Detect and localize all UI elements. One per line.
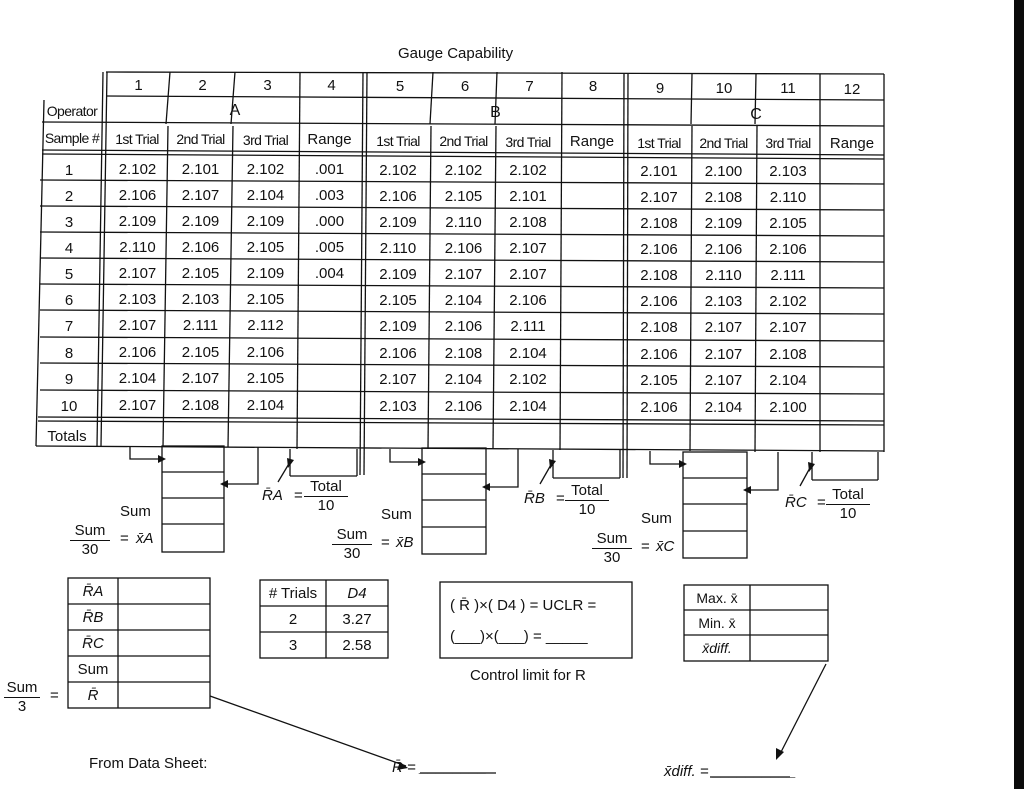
- cell-b-range: [560, 314, 624, 339]
- header-b-trial-1: 1st Trial: [376, 132, 420, 149]
- cell-b-range: [560, 210, 624, 235]
- header-c-trial-3: 3rd Trial: [765, 134, 811, 151]
- column-number-7: 7: [525, 77, 534, 95]
- xbar-c-numerator: Sum: [592, 530, 632, 549]
- cell-a-range: [298, 393, 361, 418]
- cell-b-range: [560, 341, 624, 366]
- cell-a-trial-1: 2.102: [118, 161, 157, 178]
- cell-b-trial-1: 2.109: [379, 266, 417, 283]
- cell-c-trial-2: 2.110: [705, 267, 742, 284]
- summary-rbar-a: R̄A: [82, 582, 104, 600]
- cell-b-trial-3: 2.102: [509, 162, 547, 179]
- sum-b-label: Sum: [381, 506, 412, 523]
- cell-b-trial-2: 2.102: [444, 162, 483, 179]
- operator-c: C: [750, 106, 762, 123]
- column-number-8: 8: [588, 77, 598, 95]
- cell-c-trial-1: 2.108: [640, 319, 678, 336]
- rbar-c-equals: =: [817, 494, 826, 511]
- header-a-range: Range: [307, 131, 352, 148]
- cell-c-trial-3: 2.107: [769, 319, 807, 336]
- sample-number: 4: [64, 240, 74, 257]
- rbar-c-denominator: 10: [839, 505, 857, 522]
- sample-number: 2: [64, 188, 74, 205]
- cell-b-trial-3: 2.104: [509, 398, 547, 415]
- cell-c-range: [820, 237, 884, 262]
- summary-sum: Sum: [77, 660, 109, 678]
- rbar-a-numerator: Total: [304, 478, 348, 497]
- page-title: Gauge Capability: [398, 45, 514, 62]
- cell-c-range: [820, 315, 884, 340]
- xbar-b-equals: =: [381, 534, 390, 551]
- cell-a-trial-3: 2.105: [246, 239, 285, 256]
- xdiff-min-label: Min. x̄: [698, 614, 736, 631]
- cell-c-trial-2: 2.106: [704, 241, 743, 258]
- cell-a-trial-2: 2.108: [181, 397, 220, 414]
- cell-a-trial-3: 2.109: [246, 265, 285, 282]
- cell-b-trial-1: 2.102: [379, 162, 417, 179]
- sample-number: 3: [64, 214, 74, 231]
- cell-c-trial-3: 2.105: [769, 215, 807, 232]
- cell-c-trial-3: 2.104: [769, 372, 807, 389]
- cell-c-trial-2: 2.100: [704, 163, 743, 180]
- rbar-a-fraction: [304, 478, 348, 515]
- cell-c-trial-1: 2.108: [640, 267, 678, 284]
- summary-rbar-b: R̄B: [82, 608, 104, 626]
- cell-c-range: [820, 263, 884, 288]
- cell-b-trial-1: 2.106: [379, 188, 417, 205]
- cell-a-trial-3: 2.106: [246, 344, 285, 361]
- cell-a-range: [298, 287, 361, 312]
- xbar-a-equals: =: [120, 530, 129, 547]
- cell-c-trial-3: 2.111: [770, 267, 806, 284]
- cell-a-trial-1: 2.106: [118, 187, 157, 204]
- cell-a-trial-2: 2.109: [181, 213, 220, 230]
- cell-a-trial-3: 2.105: [246, 291, 285, 308]
- cell-a-trial-1: 2.107: [118, 265, 157, 282]
- cell-a-range: [298, 340, 361, 365]
- cell-a-trial-2: 2.105: [181, 344, 220, 361]
- cell-c-trial-3: 2.103: [769, 163, 807, 180]
- cell-a-trial-1: 2.107: [118, 317, 157, 334]
- xbar-c-denominator: 30: [603, 549, 621, 566]
- cell-a-trial-3: 2.105: [246, 370, 285, 387]
- cell-b-trial-2: 2.104: [444, 371, 483, 388]
- cell-c-trial-2: 2.108: [704, 189, 743, 206]
- cell-b-trial-2: 2.105: [444, 188, 483, 205]
- cell-b-range: [560, 262, 624, 287]
- sum-c-label: Sum: [641, 510, 672, 527]
- column-number-3: 3: [263, 76, 272, 94]
- cell-a-trial-2: 2.101: [181, 161, 220, 178]
- totals-label: Totals: [47, 427, 87, 445]
- cell-a-trial-1: 2.104: [118, 370, 157, 387]
- cell-a-trial-2: 2.107: [181, 370, 220, 387]
- cell-b-trial-3: 2.106: [509, 292, 547, 309]
- operator-a: A: [229, 102, 241, 119]
- xbar-a-label: x̄A: [136, 530, 154, 547]
- summary-rbar: R̄: [87, 686, 99, 704]
- cell-a-trial-3: 2.112: [247, 317, 284, 334]
- cell-c-range: [820, 185, 884, 210]
- cell-b-trial-1: 2.109: [379, 214, 417, 231]
- cell-c-trial-3: 2.102: [769, 293, 807, 310]
- column-number-12: 12: [843, 80, 861, 98]
- header-b-range: Range: [569, 133, 615, 150]
- cell-a-trial-1: 2.110: [119, 239, 156, 256]
- cell-c-range: [820, 289, 884, 314]
- rbar-b-equals: =: [556, 490, 565, 507]
- cell-b-trial-3: 2.107: [509, 240, 547, 257]
- column-number-4: 4: [327, 76, 336, 94]
- cell-a-trial-1: 2.109: [118, 213, 157, 230]
- cell-b-trial-3: 2.104: [509, 345, 547, 362]
- cell-c-trial-1: 2.106: [640, 241, 678, 258]
- cell-b-trial-1: 2.109: [379, 318, 417, 335]
- cell-b-range: [560, 288, 624, 313]
- d4-header-d4: D4: [347, 584, 367, 602]
- rbar-result: R̄ = ________: [392, 759, 487, 776]
- cell-c-trial-2: 2.104: [704, 399, 743, 416]
- cell-c-trial-3: 2.108: [769, 346, 807, 363]
- header-a-trial-1: 1st Trial: [115, 130, 159, 147]
- header-b-trial-3: 3rd Trial: [505, 133, 551, 150]
- cell-a-trial-2: 2.107: [181, 187, 220, 204]
- rbar-b-fraction: [565, 482, 609, 519]
- xbar-b-denominator: 30: [343, 545, 361, 562]
- d4-row-1-trials: 2: [288, 610, 298, 628]
- rbar-c-label: R̄C: [785, 494, 807, 511]
- cell-b-range: [560, 184, 624, 209]
- cell-c-trial-1: 2.106: [640, 293, 678, 310]
- column-number-2: 2: [198, 76, 207, 94]
- cell-c-trial-1: 2.106: [640, 346, 678, 363]
- cell-b-trial-2: 2.104: [444, 292, 483, 309]
- cell-c-trial-2: 2.109: [704, 215, 743, 232]
- cell-a-trial-3: 2.102: [246, 161, 285, 178]
- xbar-b-fraction: [332, 526, 372, 563]
- cell-a-trial-1: 2.106: [118, 344, 157, 361]
- cell-c-trial-3: 2.110: [769, 189, 807, 206]
- cell-a-trial-3: 2.109: [246, 213, 285, 230]
- sample-number: 6: [64, 292, 74, 309]
- cell-a-trial-3: 2.104: [246, 187, 285, 204]
- cell-a-range: .003: [314, 187, 345, 204]
- ucl-blanks: (___)×(___) = _____: [450, 628, 588, 645]
- xbar-a-numerator: Sum: [70, 522, 110, 541]
- cell-c-trial-1: 2.106: [640, 399, 678, 416]
- rbar-c-fraction: [826, 486, 870, 523]
- cell-b-trial-1: 2.106: [379, 345, 417, 362]
- cell-b-trial-1: 2.107: [379, 371, 417, 388]
- cell-a-trial-2: 2.103: [181, 291, 220, 308]
- cell-a-range: .000: [314, 213, 345, 230]
- sum-over-three-denominator: 3: [17, 698, 27, 715]
- cell-b-trial-2: 2.106: [444, 240, 483, 257]
- column-number-5: 5: [395, 77, 405, 95]
- sum-a-label: Sum: [120, 503, 151, 520]
- cell-a-range: [298, 366, 361, 391]
- cell-b-trial-1: 2.110: [379, 240, 417, 257]
- column-number-11: 11: [780, 79, 796, 97]
- cell-b-range: [560, 394, 624, 419]
- operator-b: B: [490, 104, 501, 121]
- column-number-6: 6: [460, 77, 470, 95]
- header-c-trial-2: 2nd Trial: [699, 134, 748, 151]
- header-c-range: Range: [829, 135, 875, 152]
- column-number-9: 9: [655, 79, 665, 97]
- cell-b-range: [560, 236, 624, 261]
- cell-b-trial-1: 2.103: [379, 398, 417, 415]
- ucl-caption: Control limit for R: [470, 667, 586, 684]
- header-b-trial-2: 2nd Trial: [439, 132, 488, 149]
- cell-a-trial-2: 2.111: [182, 317, 219, 334]
- rbar-a-label: R̄A: [262, 487, 283, 504]
- cell-b-trial-3: 2.108: [509, 214, 547, 231]
- cell-a-range: [298, 313, 361, 338]
- cell-a-trial-1: 2.107: [118, 397, 157, 414]
- cell-c-trial-3: 2.100: [769, 399, 807, 416]
- sum-over-three-equals: =: [50, 687, 59, 704]
- sum-over-three-numerator: Sum: [4, 679, 40, 698]
- sum-over-three-fraction: [4, 679, 40, 716]
- cell-b-trial-2: 2.107: [444, 266, 483, 283]
- cell-c-range: [820, 159, 884, 184]
- operator-label: Operator: [46, 103, 98, 119]
- xbar-b-label: x̄B: [396, 534, 414, 551]
- cell-b-trial-3: 2.102: [509, 371, 547, 388]
- header-c-trial-1: 1st Trial: [637, 134, 681, 151]
- rbar-a-equals: =: [294, 487, 303, 504]
- cell-b-trial-1: 2.105: [379, 292, 417, 309]
- cell-c-trial-1: 2.108: [640, 215, 678, 232]
- cell-c-trial-2: 2.107: [704, 319, 743, 336]
- sample-number: 7: [64, 318, 74, 335]
- cell-c-trial-2: 2.107: [704, 372, 743, 389]
- cell-a-range: .001: [314, 161, 345, 178]
- rbar-c-numerator: Total: [826, 486, 870, 505]
- cell-c-range: [820, 211, 884, 236]
- summary-rbar-c: R̄C: [82, 634, 104, 652]
- d4-row-2-value: 2.58: [342, 636, 372, 654]
- cell-b-trial-3: 2.111: [510, 318, 546, 335]
- cell-b-trial-2: 2.106: [444, 318, 483, 335]
- cell-c-range: [820, 395, 884, 420]
- cell-a-trial-3: 2.104: [246, 397, 285, 414]
- cell-c-trial-1: 2.107: [640, 189, 678, 206]
- rbar-b-denominator: 10: [578, 501, 596, 518]
- cell-c-trial-3: 2.106: [769, 241, 807, 258]
- cell-a-trial-1: 2.103: [118, 291, 157, 308]
- d4-header-trials: # Trials: [268, 584, 318, 602]
- sample-number: 8: [64, 345, 74, 362]
- cell-c-trial-1: 2.101: [640, 163, 678, 180]
- cell-b-trial-2: 2.110: [445, 214, 482, 231]
- d4-row-1-value: 3.27: [342, 610, 372, 628]
- cell-a-range: .004: [314, 265, 345, 282]
- column-number-1: 1: [134, 76, 143, 94]
- column-number-10: 10: [715, 79, 733, 97]
- header-a-trial-3: 3rd Trial: [242, 131, 289, 148]
- xbar-c-label: x̄C: [656, 538, 675, 555]
- cell-b-trial-3: 2.107: [509, 266, 547, 283]
- page-edge-shadow: [1014, 0, 1024, 789]
- cell-b-range: [560, 158, 624, 183]
- ucl-formula: ( R̄ )×( D4 ) = UCLR =: [450, 597, 597, 614]
- xbar-c-fraction: [592, 530, 632, 567]
- sample-number: 9: [64, 371, 74, 388]
- cell-a-trial-2: 2.105: [181, 265, 220, 282]
- rbar-b-numerator: Total: [565, 482, 609, 501]
- sample-number-label: Sample #: [44, 130, 100, 146]
- cell-b-trial-3: 2.101: [509, 188, 547, 205]
- xbar-c-equals: =: [641, 538, 650, 555]
- sample-number: 1: [64, 162, 74, 179]
- xdiff-result: x̄diff. = __________: [664, 763, 797, 780]
- sample-number: 10: [60, 398, 78, 415]
- cell-a-trial-2: 2.106: [181, 239, 220, 256]
- cell-c-trial-2: 2.103: [704, 293, 743, 310]
- rbar-a-denominator: 10: [317, 497, 335, 514]
- from-data-sheet-label: From Data Sheet:: [89, 755, 208, 772]
- cell-b-trial-2: 2.106: [444, 398, 483, 415]
- xdiff-label: x̄diff.: [702, 640, 732, 656]
- xbar-a-denominator: 30: [81, 541, 99, 558]
- cell-b-trial-2: 2.108: [444, 345, 483, 362]
- xbar-a-fraction: [70, 522, 110, 559]
- cell-b-range: [560, 367, 624, 392]
- cell-a-range: .005: [314, 239, 345, 256]
- rbar-b-label: R̄B: [524, 490, 545, 507]
- cell-c-trial-2: 2.107: [704, 346, 743, 363]
- xdiff-max-label: Max. x̄: [696, 589, 738, 606]
- sample-number: 5: [64, 266, 74, 283]
- cell-c-trial-1: 2.105: [640, 372, 678, 389]
- cell-c-range: [820, 368, 884, 393]
- header-a-trial-2: 2nd Trial: [176, 130, 225, 147]
- cell-c-range: [820, 342, 884, 367]
- xbar-b-numerator: Sum: [332, 526, 372, 545]
- d4-row-2-trials: 3: [288, 636, 298, 654]
